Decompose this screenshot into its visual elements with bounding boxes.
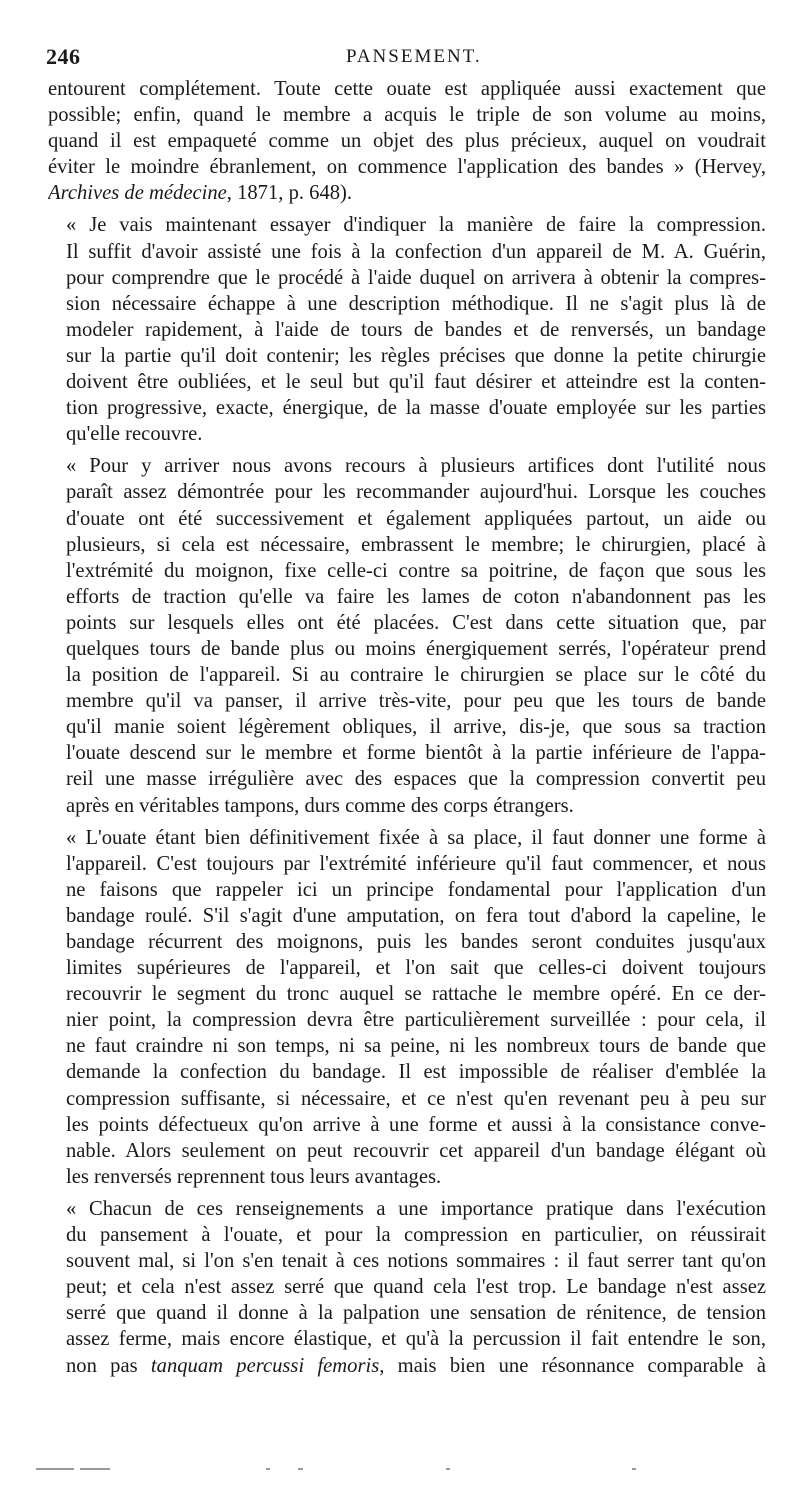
text-line: modeler rapidement, à l'aide de tours de bandes et de renversés, un bandage (66, 318, 766, 341)
text-line: sur la partie qu'il doit contenir; les règles précises que donne la petite chirurgie (66, 344, 766, 367)
text-line: « Pour y arriver nous avons recours à plusieurs artifices dont l'utilité nous (66, 455, 766, 478)
text-line: membre qu'il va panser, il arrive très-vite, pour peu que les tours de bande (66, 690, 766, 713)
text-line: nable. Alors seulement on peut recouvrir cet appareil d'un bandage élégant où (66, 1139, 766, 1162)
text-line: bandage roulé. S'il s'agit d'une amputation, on fera tout d'abord la capeline, le (66, 904, 766, 927)
text-line: tion progressive, exacte, énergique, de la masse d'ouate employée sur les parties (66, 397, 766, 420)
paragraph-2 (48, 212, 766, 447)
text-line: après en véritables tampons, durs comme des corps étrangers. (66, 794, 574, 817)
text-line: serré que quand il donne à la palpation une sensation de rénitence, de tension (66, 1302, 766, 1325)
paragraph-4 (48, 825, 766, 1190)
text-line: recouvrir le segment du tronc auquel se rattache le membre opéré. En ce der- (66, 983, 766, 1006)
text-line-with-latin: non pas tanquam percussi femoris, mais bien une résonnance comparable à (66, 1354, 766, 1377)
text-line: l'extrémité du moignon, fixe celle-ci contre sa poitrine, de façon que sous les (66, 559, 766, 582)
italic-fragment: tanquam percussi femoris (150, 1354, 380, 1377)
text-line: souvent mal, si l'on s'en tenait à ces notions sommaires : il faut serrer tant qu'on (66, 1250, 766, 1273)
text-line: qu'elle recouvre. (66, 423, 203, 446)
text-line: limites supérieures de l'appareil, et l'on sait que celles-ci doivent toujours (66, 957, 766, 980)
text-line: les points défectueux qu'on arrive à une forme et aussi à la consistance conve- (66, 1113, 766, 1136)
text-line: « Je vais maintenant essayer d'indiquer la manière de faire la compression. (66, 214, 766, 237)
text-line: qu'il manie soient légèrement obliques, il arrive, dis-je, que sous sa traction (66, 716, 766, 739)
text-line: la position de l'appareil. Si au contraire le chirurgien se place sur le côté du (66, 664, 766, 687)
text-line: plusieurs, si cela est nécessaire, embrassent le membre; le chirurgien, placé à (66, 533, 766, 556)
page-number: 246 (46, 44, 81, 69)
text-line: pour comprendre que le procédé à l'aide duquel on arrivera à obtenir la compres- (66, 266, 766, 289)
scan-artifact-marks (36, 1468, 636, 1474)
text-line: ne faisons que rappeler ici un principe fondamental pour l'application d'un (66, 878, 766, 901)
text-line: d'ouate ont été successivement et également appliquées partout, un aide ou (66, 507, 766, 530)
paragraph-1 (48, 76, 766, 206)
text-line: reil une masse irrégulière avec des espaces que la compression convertit peu (66, 768, 766, 791)
italic-fragment: Archives de médecine (48, 182, 227, 205)
text-line: quelques tours de bande plus ou moins énergiquement serrés, l'opérateur prend (66, 637, 766, 660)
paragraph-3 (48, 453, 766, 818)
text-line: efforts de traction qu'elle va faire les lames de coton n'abandonnent pas les (66, 585, 766, 608)
running-head (46, 44, 764, 72)
text-line: l'appareil. C'est toujours par l'extrémité inférieure qu'il faut commencer, et nous (66, 852, 766, 875)
text-line: « L'ouate étant bien définitivement fixée à sa place, il faut donner une forme à (66, 826, 766, 849)
text-line: l'ouate descend sur le membre et forme bientôt à la partie inférieure de l'appa- (66, 742, 766, 765)
text-line: éviter le moindre ébranlement, on commence l'application des bandes » (Hervey, (48, 156, 766, 179)
text-line: nier point, la compression devra être particulièrement surveillée : pour cela, il (66, 1009, 766, 1032)
text-line: demande la confection du bandage. Il est impossible de réaliser d'emblée la (66, 1061, 766, 1084)
text-line: possible; enfin, quand le membre a acquis le triple de son volume au moins, (48, 104, 766, 127)
body-text (48, 76, 766, 1385)
text-line: ne faut craindre ni son temps, ni sa peine, ni les nombreux tours de bande que (66, 1035, 766, 1058)
text-line: paraît assez démontrée pour les recommander aujourd'hui. Lorsque les couches (66, 481, 766, 504)
text-line: peut; et cela n'est assez serré que quand cela l'est trop. Le bandage n'est assez (66, 1276, 766, 1299)
text-line: assez ferme, mais encore élastique, et qu'à la percussion il fait entendre le son, (66, 1328, 766, 1351)
text-line: entourent complétement. Toute cette ouate est appliquée aussi exactement que (48, 78, 766, 100)
text-line: quand il est empaqueté comme un objet des plus précieux, auquel on voudrait (48, 130, 766, 153)
text-line: les renversés reprennent tous leurs avantages. (66, 1165, 442, 1188)
text-line: bandage récurrent des moignons, puis les bandes seront conduites jusqu'aux (66, 931, 766, 953)
text-line: du pansement à l'ouate, et pour la compression en particulier, on réussirait (66, 1224, 766, 1247)
text-line-citation: Archives de médecine, 1871, p. 648). (48, 182, 353, 205)
text-line: « Chacun de ces renseignements a une importance pratique dans l'exécution (66, 1197, 766, 1220)
text-line: compression suffisante, si nécessaire, et ce n'est qu'en revenant peu à peu sur (66, 1087, 766, 1110)
paragraph-5 (48, 1196, 766, 1379)
text-line: points sur lesquels elles ont été placées. C'est dans cette situation que, par (66, 611, 766, 634)
text-line: doivent être oubliées, et le seul but qu'il faut désirer et atteindre est la conten- (66, 371, 766, 394)
text-line: sion nécessaire échappe à une description méthodique. Il ne s'agit plus là de (66, 292, 766, 315)
text-line: Il suffit d'avoir assisté une fois à la confection d'un appareil de M. A. Guérin, (66, 240, 766, 263)
running-title: PANSEMENT. (346, 46, 482, 67)
